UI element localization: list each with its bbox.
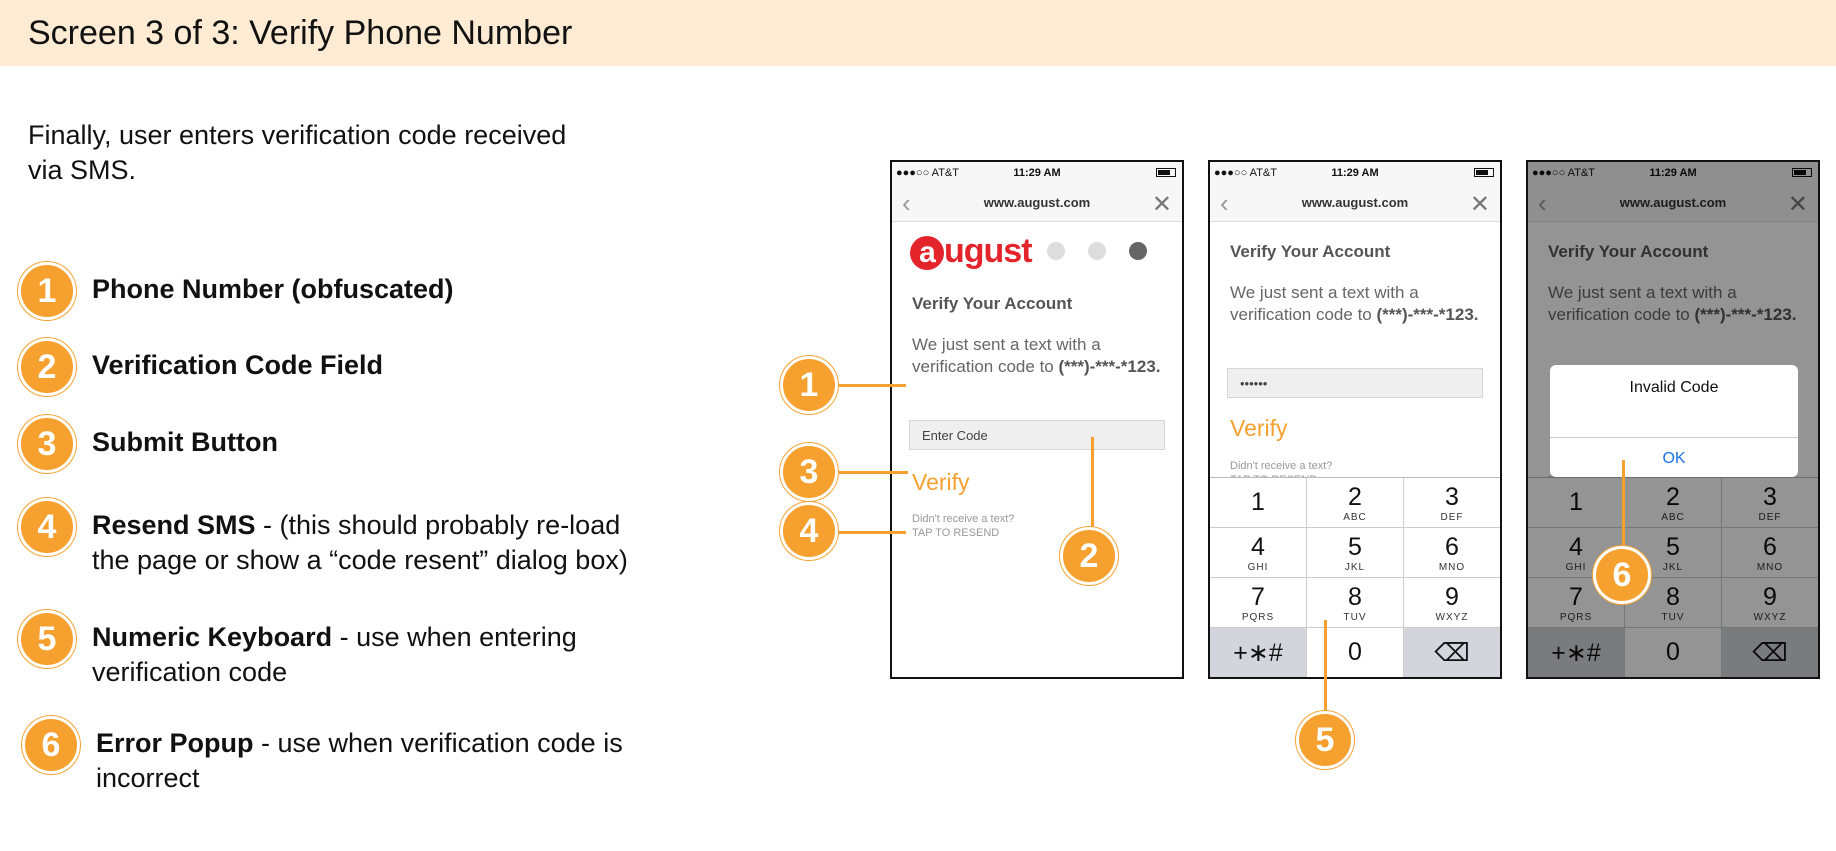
resend-action: TAP TO RESEND (912, 527, 1000, 539)
keypad-key[interactable] (1210, 628, 1306, 677)
keypad-key[interactable] (1404, 528, 1500, 577)
keypad-key[interactable] (1404, 628, 1500, 677)
legend-title: Submit Button (92, 427, 278, 457)
callout-badge: 3 (780, 443, 838, 501)
browser-url: www.august.com (1619, 195, 1727, 210)
callout-line (838, 384, 906, 387)
legend-item (22, 716, 656, 796)
screen-title: Verify Your Account (1548, 242, 1709, 261)
key-letters: GHI (1247, 561, 1269, 573)
resend-link[interactable] (912, 512, 1014, 540)
key-digit: 3 (1445, 482, 1459, 511)
legend-text (92, 415, 652, 460)
keypad-key[interactable] (1210, 578, 1306, 627)
key-digit: 8 (1348, 582, 1362, 611)
key-letters: DEF (1440, 511, 1464, 523)
close-icon[interactable]: ✕ (1151, 191, 1172, 218)
battery-icon (1156, 168, 1176, 177)
legend-desc: - (this should probably re-load the page or show a “code resent” dialog box) (92, 510, 628, 575)
key-digit: 0 (1666, 638, 1680, 666)
key-letters: PQRS (1559, 611, 1593, 623)
key-digit: 2 (1348, 482, 1362, 511)
legend-item (18, 415, 652, 473)
screen-title: Verify Your Account (1230, 242, 1391, 261)
carrier-label: ●●●○○ AT&T (1214, 167, 1277, 179)
key-digit: 7 (1569, 582, 1583, 611)
legend-item (18, 338, 652, 396)
logo-wordmark: ugust (944, 232, 1032, 270)
code-input[interactable]: Enter Code (909, 420, 1165, 450)
close-icon[interactable]: ✕ (1787, 191, 1808, 218)
key-digit: 0 (1348, 638, 1362, 666)
header-banner (0, 0, 1836, 66)
legend-text (92, 610, 652, 690)
key-digit: 9 (1445, 582, 1459, 611)
legend-item (18, 610, 652, 690)
key-digit: 6 (1445, 532, 1459, 561)
browser-bar (892, 184, 1182, 222)
screen-title: Verify Your Account (912, 294, 1073, 313)
key-digit: 1 (1569, 488, 1583, 516)
back-icon[interactable]: ‹ (902, 188, 911, 218)
key-letters: TUV (1661, 611, 1685, 623)
key-letters: JKL (1662, 561, 1684, 573)
obfuscated-phone: (***)-***-*123. (1058, 357, 1161, 376)
key-digit: 9 (1763, 582, 1777, 611)
key-letters: DEF (1758, 511, 1782, 523)
browser-bar (1210, 184, 1500, 222)
callout-badge: 5 (1296, 711, 1354, 769)
key-digit: 4 (1251, 532, 1265, 561)
callout-line (838, 471, 908, 474)
key-digit: 6 (1763, 532, 1777, 561)
verify-button[interactable]: Verify (912, 469, 970, 495)
keypad-key[interactable] (1307, 578, 1403, 627)
key-letters: WXYZ (1753, 611, 1787, 623)
key-digit: 5 (1666, 532, 1680, 561)
legend-number-badge: 3 (18, 415, 76, 473)
key-letters: PQRS (1241, 611, 1275, 623)
phone-screen-1 (890, 160, 1184, 679)
message-text: We just sent a text with a verification code to (1548, 283, 1737, 324)
back-icon[interactable]: ‹ (1220, 188, 1229, 218)
phone-screen-3 (1526, 160, 1820, 679)
legend-desc: - use when verification code is incorrect (96, 728, 623, 793)
phone-screen-2 (1208, 160, 1502, 679)
key-digit: 8 (1666, 582, 1680, 611)
key-letters: WXYZ (1435, 611, 1469, 623)
legend-number-badge: 2 (18, 338, 76, 396)
legend-text (92, 338, 652, 383)
error-dialog (1550, 365, 1798, 477)
carrier-label: ●●●○○ AT&T (896, 167, 959, 179)
intro-text: Finally, user enters verification code received via SMS. (28, 120, 567, 185)
legend-number-badge: 1 (18, 262, 76, 320)
message-text: We just sent a text with a verification code to (1230, 283, 1419, 324)
verify-button[interactable]: Verify (1230, 415, 1288, 441)
legend-item (18, 262, 652, 320)
callout-badge: 1 (780, 356, 838, 414)
close-icon[interactable]: ✕ (1469, 191, 1490, 218)
verification-message (912, 334, 1172, 378)
key-letters: JKL (1344, 561, 1366, 573)
obfuscated-phone: (***)-***-*123. (1694, 305, 1797, 324)
obfuscated-phone: (***)-***-*123. (1376, 305, 1479, 324)
dialog-ok-button[interactable]: OK (1550, 437, 1798, 468)
legend-title: Verification Code Field (92, 350, 384, 380)
browser-url: www.august.com (1301, 195, 1409, 210)
resend-question: Didn't receive a text? (912, 513, 1015, 525)
key-digit: 4 (1569, 532, 1583, 561)
status-time: 11:29 AM (1013, 167, 1061, 179)
legend-desc: - use when entering verification code (92, 622, 577, 687)
dialog-title: Invalid Code (1629, 379, 1719, 396)
callout-badge: 6 (1593, 546, 1651, 604)
legend-text (96, 716, 656, 796)
numeric-keypad (1210, 477, 1500, 677)
key-letters: MNO (1756, 561, 1784, 573)
key-digit: 2 (1666, 482, 1680, 511)
legend-text (92, 262, 652, 307)
status-time: 11:29 AM (1331, 167, 1379, 179)
code-input[interactable]: •••••• (1227, 368, 1483, 398)
legend-title: Numeric Keyboard (92, 622, 333, 652)
keypad-key[interactable] (1210, 478, 1306, 527)
key-letters: ABC (1661, 511, 1685, 523)
key-letters: TUV (1343, 611, 1367, 623)
keypad-key[interactable] (1404, 578, 1500, 627)
key-letters: MNO (1438, 561, 1466, 573)
verification-message (1230, 282, 1490, 326)
legend-number-badge: 5 (18, 610, 76, 668)
callout-line (838, 531, 906, 534)
logo-mark: a (910, 236, 944, 270)
legend-text (92, 498, 652, 578)
keypad-key[interactable] (1307, 478, 1403, 527)
battery-icon (1474, 168, 1494, 177)
key-digit: ⌫ (1434, 638, 1470, 667)
key-digit: +∗# (1551, 638, 1601, 667)
status-bar (892, 162, 1182, 184)
august-logo (910, 232, 1032, 271)
key-digit: ⌫ (1752, 638, 1788, 667)
key-digit: 1 (1251, 488, 1265, 516)
key-digit: 5 (1348, 532, 1362, 561)
page-title: Screen 3 of 3: Verify Phone Number (28, 14, 573, 52)
keypad-key[interactable] (1404, 478, 1500, 527)
message-text: We just sent a text with a verification code to (912, 335, 1101, 376)
progress-dot (1088, 242, 1106, 260)
keypad-key[interactable] (1210, 528, 1306, 577)
legend-number-badge: 6 (22, 716, 80, 774)
status-bar (1210, 162, 1500, 184)
legend-number-badge: 4 (18, 498, 76, 556)
legend-title: Error Popup (96, 728, 254, 758)
progress-dot (1047, 242, 1065, 260)
resend-question: Didn't receive a text? (1230, 460, 1333, 472)
callout-badge: 4 (780, 502, 838, 560)
legend-item (18, 498, 652, 578)
progress-dot (1129, 242, 1147, 260)
key-letters: ABC (1343, 511, 1367, 523)
key-digit: 7 (1251, 582, 1265, 611)
key-digit: +∗# (1233, 638, 1283, 667)
keypad-key[interactable] (1307, 528, 1403, 577)
key-digit: 3 (1763, 482, 1777, 511)
back-icon[interactable]: ‹ (1538, 188, 1547, 218)
status-time: 11:29 AM (1649, 167, 1697, 179)
legend-title: Resend SMS (92, 510, 256, 540)
callout-badge: 2 (1060, 527, 1118, 585)
carrier-label: ●●●○○ AT&T (1532, 167, 1595, 179)
legend-title: Phone Number (obfuscated) (92, 274, 454, 304)
key-letters: GHI (1565, 561, 1587, 573)
keypad-key[interactable] (1307, 628, 1403, 677)
browser-url: www.august.com (983, 195, 1091, 210)
